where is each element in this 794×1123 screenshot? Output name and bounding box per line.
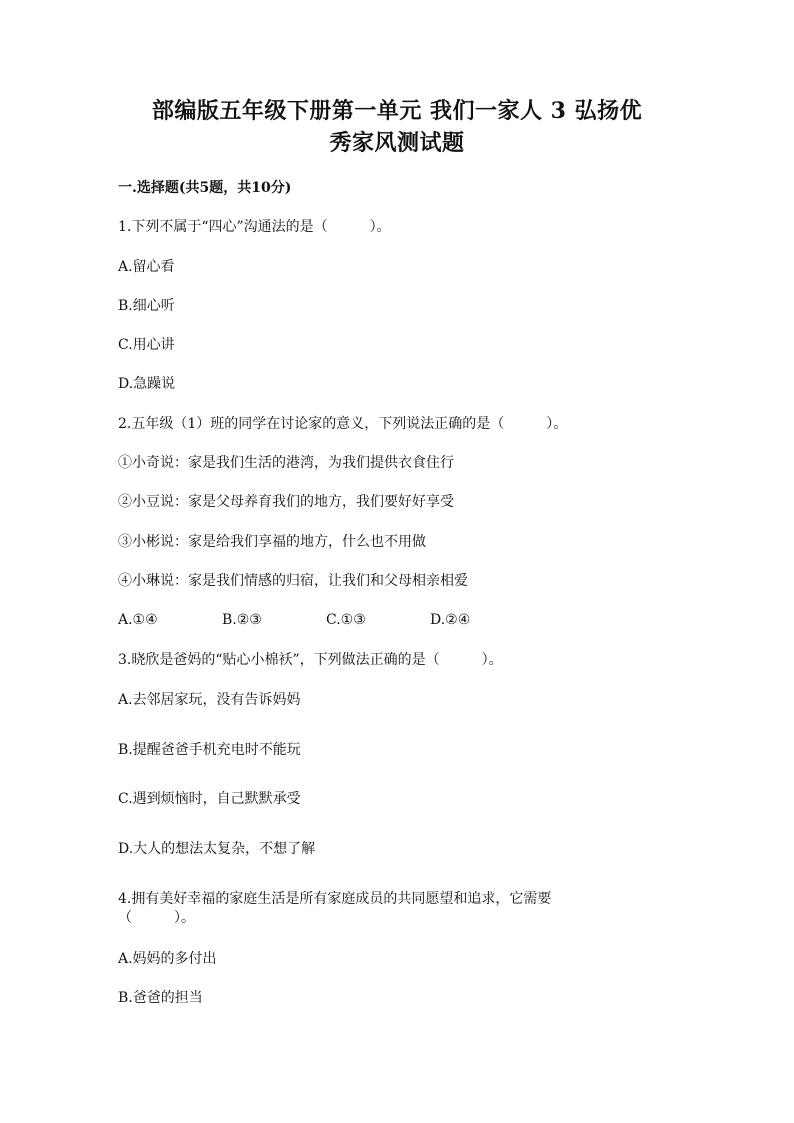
question-1-option-c: C.用心讲 — [118, 337, 175, 353]
question-1-option-b: B.细心听 — [118, 298, 175, 314]
document-title-line-2: 秀家风测试题 — [329, 130, 465, 156]
question-2-options — [118, 610, 538, 630]
question-2-statement-2: ②小豆说：家是父母养育我们的地方，我们要好好享受 — [118, 494, 454, 510]
question-2-statement-4: ④小琳说：家是我们情感的归宿，让我们和父母相亲相爱 — [118, 573, 468, 589]
question-4-option-b: B.爸爸的担当 — [118, 990, 203, 1006]
question-2-option-c: C.①③ — [326, 612, 366, 628]
question-2-option-a: A.①④ — [118, 612, 158, 628]
question-3-option-b: B.提醒爸爸手机充电时不能玩 — [118, 742, 301, 758]
question-2-option-b: B.②③ — [222, 612, 262, 628]
question-1-option-a: A.留心看 — [118, 259, 175, 275]
question-2-stem: 2.五年级（1）班的同学在讨论家的意义，下列说法正确的是（ ）。 — [118, 416, 568, 432]
question-3-option-c: C.遇到烦恼时，自己默默承受 — [118, 791, 301, 807]
question-3-option-a: A.去邻居家玩，没有告诉妈妈 — [118, 692, 301, 708]
question-3-stem: 3.晓欣是爸妈的“贴心小棉袄”，下列做法正确的是（ ）。 — [118, 652, 503, 668]
question-3-option-d: D.大人的想法太复杂，不想了解 — [118, 841, 316, 857]
question-4-stem-line-2: （ ）。 — [118, 910, 195, 926]
document-title-line-1: 部编版五年级下册第一单元 我们一家人 3 弘扬优 — [151, 98, 643, 124]
question-1-stem: 1.下列不属于“四心”沟通法的是（ ）。 — [118, 219, 391, 235]
question-2-statement-1: ①小奇说：家是我们生活的港湾，为我们提供衣食住行 — [118, 455, 454, 471]
question-2-statement-3: ③小彬说：家是给我们享福的地方，什么也不用做 — [118, 534, 426, 550]
question-2-option-d: D.②④ — [430, 612, 471, 628]
question-1-option-d: D.急躁说 — [118, 376, 176, 392]
question-4-stem-line-1: 4.拥有美好幸福的家庭生活是所有家庭成员的共同愿望和追求，它需要 — [118, 891, 552, 907]
section-header: 一.选择题(共5题，共10分) — [118, 180, 292, 196]
question-4-option-a: A.妈妈的多付出 — [118, 951, 217, 967]
